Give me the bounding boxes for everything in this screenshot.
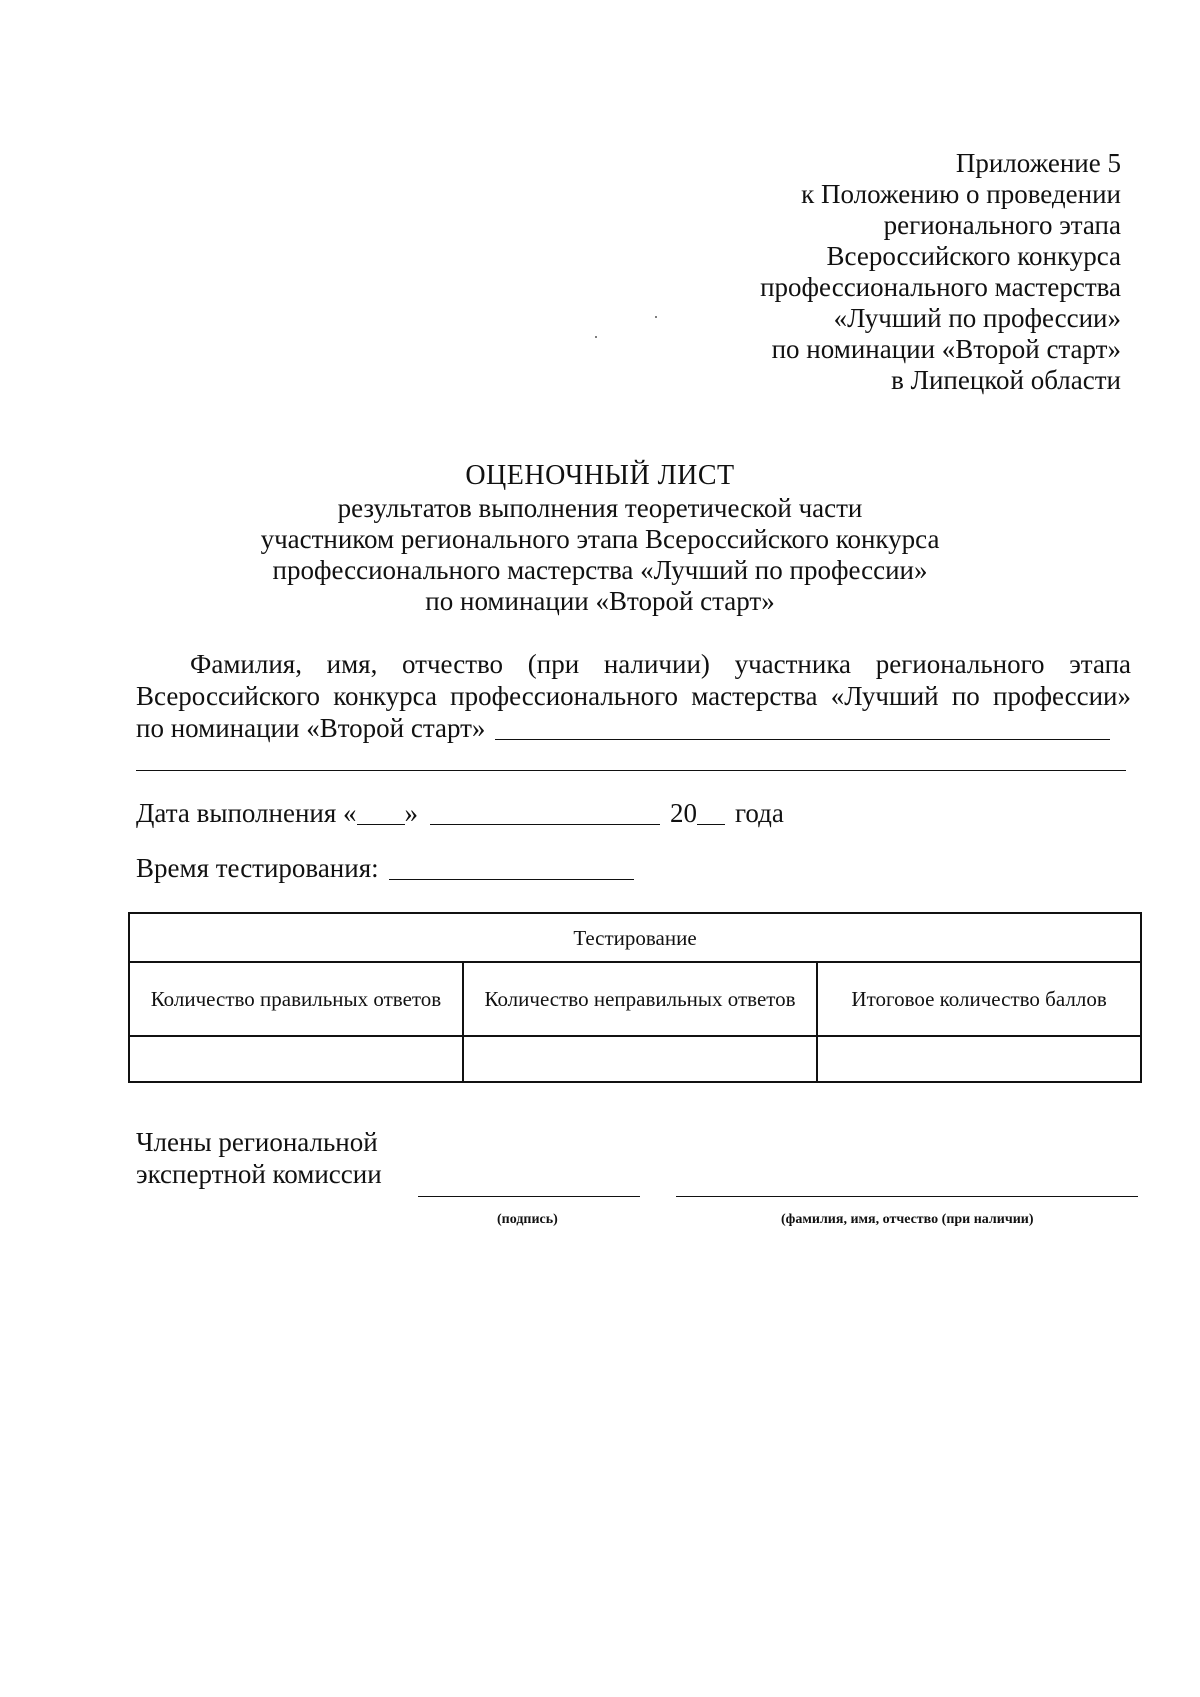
date-year-suffix: года bbox=[735, 798, 784, 828]
time-label: Время тестирования: bbox=[136, 853, 379, 883]
title-line: профессионального мастерства «Лучший по профессии» bbox=[272, 555, 928, 585]
table-row bbox=[129, 1036, 1141, 1082]
date-month-field[interactable] bbox=[430, 798, 660, 825]
members-line: Члены региональной bbox=[136, 1127, 378, 1157]
title-line: результатов выполнения теоретической части bbox=[337, 493, 863, 523]
appendix-line: Приложение 5 bbox=[955, 148, 1121, 178]
column-header-correct: Количество правильных ответов bbox=[129, 962, 463, 1036]
testing-time-row bbox=[136, 852, 634, 884]
testing-time-field[interactable] bbox=[389, 853, 634, 880]
date-day-field[interactable] bbox=[357, 798, 405, 825]
fio-label-text: по номинации «Второй старт» bbox=[136, 713, 486, 743]
date-quote-close: » bbox=[404, 798, 419, 828]
column-header-incorrect: Количество неправильных ответов bbox=[463, 962, 817, 1036]
date-year-field[interactable] bbox=[697, 798, 725, 825]
completion-date-row bbox=[136, 797, 784, 829]
title-main: ОЦЕНОЧНЫЙ ЛИСТ bbox=[465, 460, 735, 491]
appendix-line: к Положению о проведении bbox=[801, 179, 1121, 209]
column-header-total: Итоговое количество баллов bbox=[817, 962, 1141, 1036]
appendix-line: регионального этапа bbox=[883, 210, 1121, 240]
scan-speck bbox=[595, 336, 597, 338]
appendix-line: профессионального мастерства bbox=[760, 272, 1121, 302]
fio-label-line: Фамилия, имя, отчество (при наличии) участника регионального этапа bbox=[190, 649, 1131, 679]
fio-label-line: Всероссийского конкурса профессионального мастерства «Лучший по профессии» bbox=[136, 681, 1131, 711]
title-line: по номинации «Второй старт» bbox=[425, 586, 775, 616]
scan-speck bbox=[655, 316, 657, 318]
correct-answers-cell[interactable] bbox=[129, 1036, 463, 1082]
date-label: Дата выполнения « bbox=[136, 798, 357, 828]
table-header: Тестирование bbox=[129, 913, 1141, 962]
title-line: участником регионального этапа Всероссийского конкурса bbox=[260, 524, 940, 554]
signature-caption: (подпись) bbox=[497, 1212, 558, 1227]
table-columns-row bbox=[129, 962, 1141, 1036]
participant-name-section bbox=[136, 648, 1131, 744]
signature-field[interactable] bbox=[418, 1196, 640, 1197]
fio-label-line bbox=[136, 712, 1131, 744]
appendix-line: «Лучший по профессии» bbox=[833, 303, 1121, 333]
member-name-field[interactable] bbox=[676, 1196, 1138, 1197]
participant-name-field-continued[interactable] bbox=[136, 770, 1126, 771]
date-year-prefix: 20 bbox=[670, 798, 698, 828]
participant-name-field[interactable] bbox=[495, 713, 1110, 740]
commission-members-label bbox=[136, 1126, 382, 1190]
incorrect-answers-cell[interactable] bbox=[463, 1036, 817, 1082]
document-title bbox=[140, 460, 1060, 617]
name-caption: (фамилия, имя, отчество (при наличии) bbox=[781, 1212, 1034, 1227]
testing-results-table bbox=[128, 912, 1142, 1083]
members-line: экспертной комиссии bbox=[136, 1159, 382, 1189]
appendix-line: в Липецкой области bbox=[891, 365, 1121, 395]
appendix-line: по номинации «Второй старт» bbox=[771, 334, 1121, 364]
appendix-header bbox=[760, 148, 1121, 396]
total-score-cell[interactable] bbox=[817, 1036, 1141, 1082]
appendix-line: Всероссийского конкурса bbox=[826, 241, 1121, 271]
table-header-row bbox=[129, 913, 1141, 962]
